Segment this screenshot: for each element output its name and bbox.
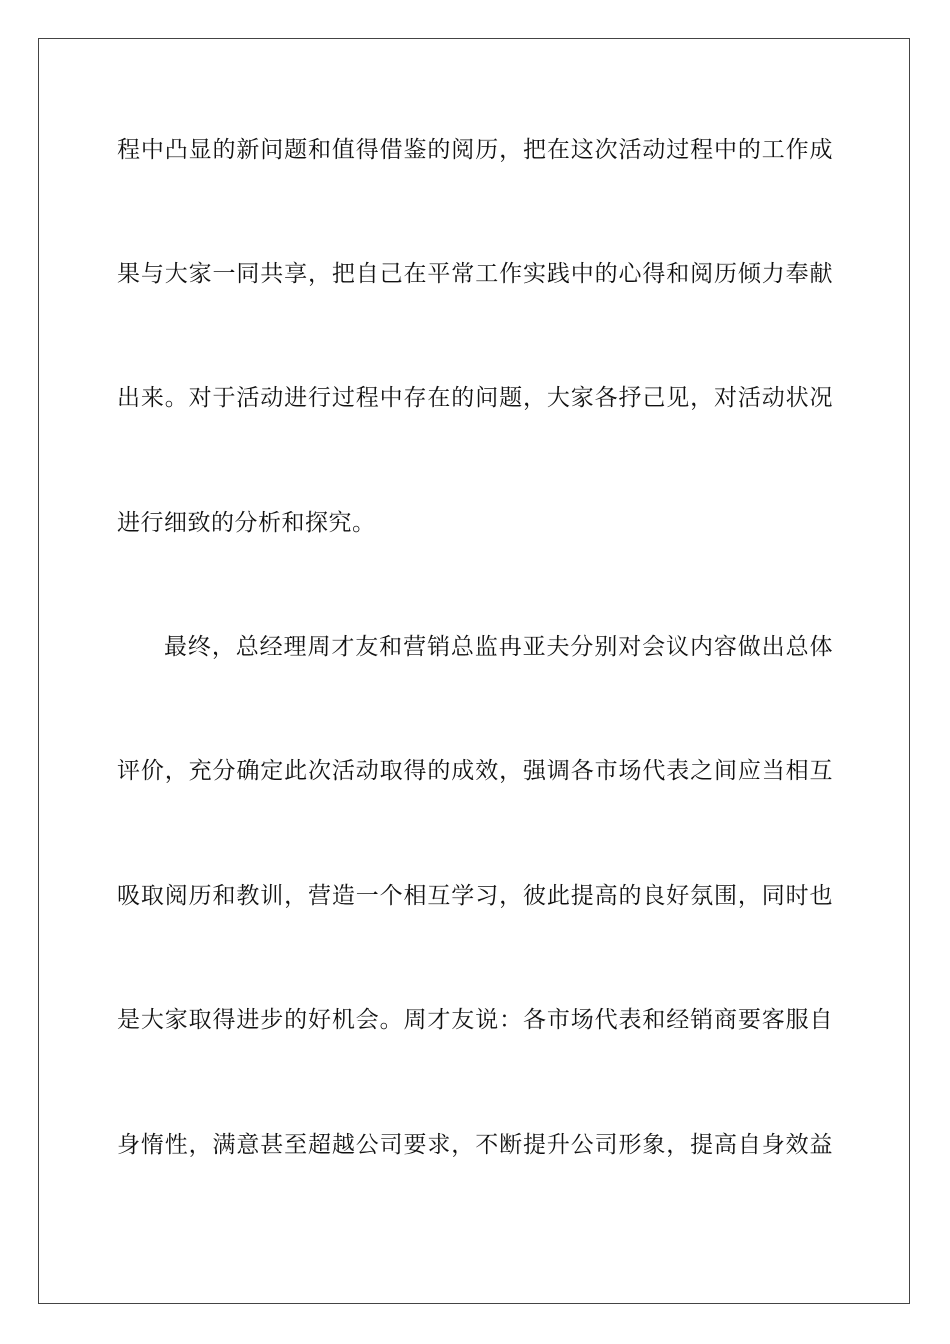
text-line-7: 吸取阅历和教训，营造一个相互学习，彼此提高的良好氛围，同时也 — [117, 883, 833, 909]
text-line-9: 身惰性，满意甚至超越公司要求，不断提升公司形象，提高自身效益 — [117, 1132, 833, 1158]
page-border — [38, 38, 910, 1304]
text-line-1: 程中凸显的新问题和值得借鉴的阅历，把在这次活动过程中的工作成 — [117, 137, 833, 163]
text-line-3: 出来。对于活动进行过程中存在的问题，大家各抒己见，对活动状况 — [117, 385, 833, 411]
text-line-2: 果与大家一同共享，把自己在平常工作实践中的心得和阅历倾力奉献 — [117, 261, 833, 287]
text-line-5-paragraph-start: 最终，总经理周才友和营销总监冉亚夫分别对会议内容做出总体 — [164, 634, 833, 660]
text-line-6: 评价，充分确定此次活动取得的成效，强调各市场代表之间应当相互 — [117, 758, 833, 784]
text-line-4: 进行细致的分析和探究。 — [117, 510, 376, 536]
text-line-8: 是大家取得进步的好机会。周才友说：各市场代表和经销商要客服自 — [117, 1007, 833, 1033]
